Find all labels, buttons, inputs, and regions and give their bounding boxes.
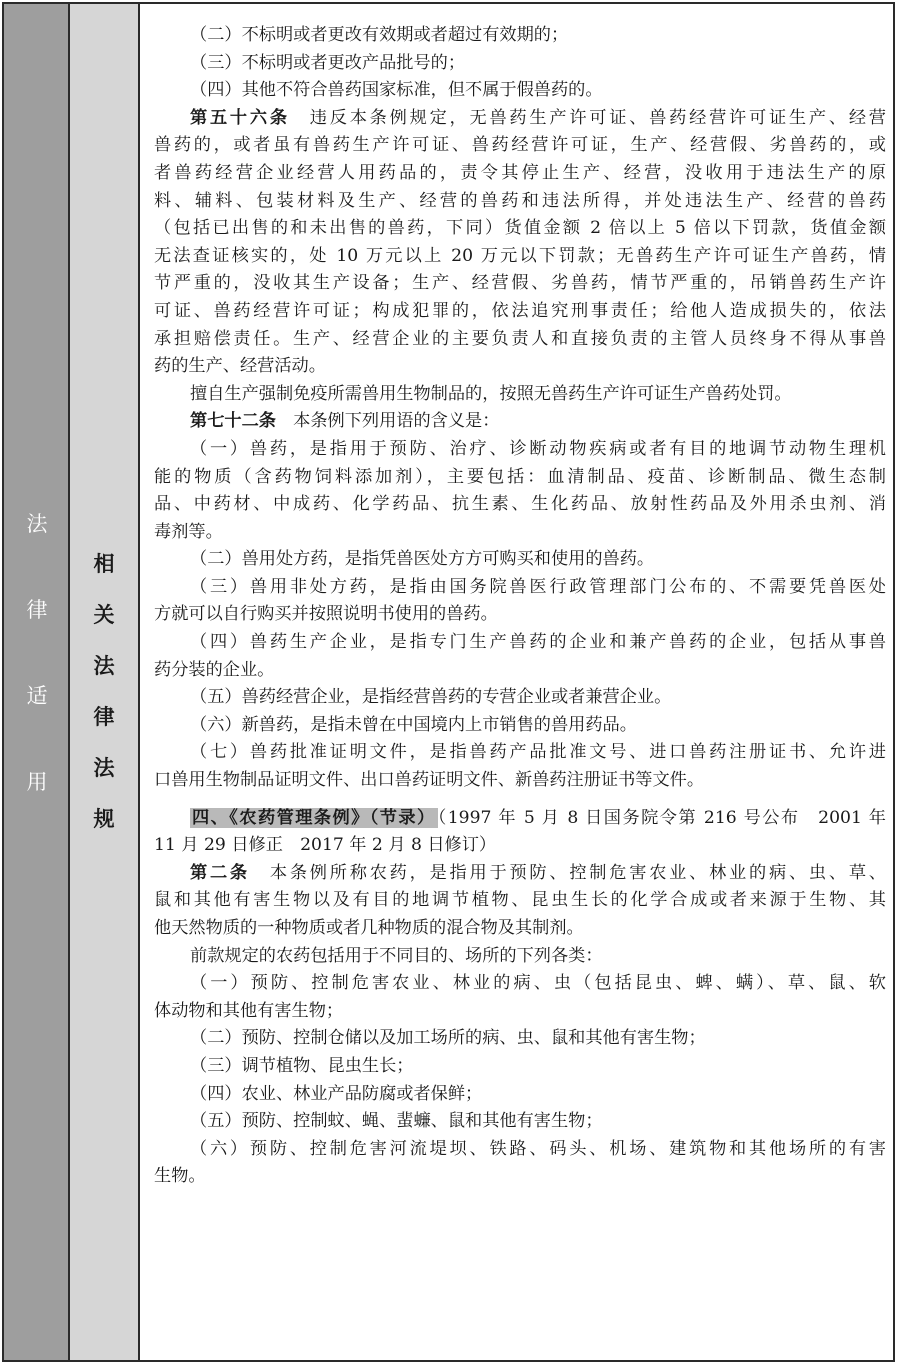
subcategory-label xyxy=(70,549,138,855)
text-line xyxy=(154,22,886,50)
section-heading: 四、《农药管理条例》（节录） xyxy=(192,807,436,828)
line-text: 者兽药经营企业经营人用药品的，责令其停止生产、经营，没收用于违法生产的原 xyxy=(154,162,886,183)
line-text: （三）调节植物、昆虫生长； xyxy=(190,1055,414,1076)
text-line xyxy=(154,739,886,767)
line-text: （七）兽药批准证明文件，是指兽药产品批准文号、进口兽药注册证书、允许进 xyxy=(190,742,886,763)
line-text: 品、中药材、中成药、化学药品、抗生素、生化药品、放射性药品及外用杀虫剂、消 xyxy=(154,494,886,515)
category-char: 适 xyxy=(26,684,48,708)
article-number: 第二条 xyxy=(190,862,250,883)
line-text: （六）预防、控制危害河流堤坝、铁路、码头、机场、建筑物和其他场所的有害 xyxy=(190,1138,886,1159)
line-text: （六）新兽药，是指未曾在中国境内上市销售的兽用药品。 xyxy=(190,714,637,735)
text-line xyxy=(154,77,886,105)
line-text: 承担赔偿责任。生产、经营企业的主要负责人和直接负责的主管人员终身不得从事兽 xyxy=(154,328,886,349)
text-line xyxy=(154,519,886,547)
text-line xyxy=(154,657,886,685)
text-line xyxy=(154,243,886,271)
line-text: 无法查证核实的，处 10 万元以上 20 万元以下罚款；无兽药生产许可证生产兽药，情 xyxy=(154,245,886,266)
text-line xyxy=(154,887,886,915)
line-text: 体动物和其他有害生物； xyxy=(154,1000,344,1021)
text-line xyxy=(154,436,886,464)
text-line xyxy=(154,1025,886,1053)
text-line xyxy=(154,353,886,381)
text-line xyxy=(154,381,886,409)
line-text: （四）农业、林业产品防腐或者保鲜； xyxy=(190,1083,483,1104)
text-line xyxy=(154,915,886,943)
text-line xyxy=(154,998,886,1026)
line-text: 口兽用生物制品证明文件、出口兽药证明文件、新兽药注册证书等文件。 xyxy=(154,770,705,791)
line-text: 料、辅料、包装材料及生产、经营的兽药和违法所得，并处违法生产、经营的兽药 xyxy=(154,190,886,211)
category-column xyxy=(4,4,70,1360)
subcategory-column xyxy=(70,4,140,1360)
line-text: （三）兽用非处方药，是指由国务院兽医行政管理部门公布的、不需要凭兽医处 xyxy=(190,576,886,597)
article-line xyxy=(154,105,886,133)
category-label xyxy=(4,509,70,853)
subcategory-char: 相 xyxy=(93,552,115,576)
text-line xyxy=(154,1136,886,1164)
line-text: 本条例下列用语的含义是： xyxy=(275,411,500,432)
line-text: 生物。 xyxy=(154,1166,206,1187)
line-text: （二）兽用处方药，是指凭兽医处方方可购买和使用的兽药。 xyxy=(190,549,655,570)
line-text: （四）兽药生产企业，是指专门生产兽药的企业和兼产兽药的企业，包括从事兽 xyxy=(190,632,886,653)
line-text: 违反本条例规定，无兽药生产许可证、兽药经营许可证生产、经营 xyxy=(289,107,886,128)
regulation-text xyxy=(154,22,886,1191)
line-text: 兽药的，或者虽有兽药生产许可证、兽药经营许可证，生产、经营假、劣兽药的，或 xyxy=(154,135,886,156)
text-line xyxy=(154,298,886,326)
text-line xyxy=(154,50,886,78)
text-line xyxy=(154,160,886,188)
section-gap xyxy=(154,795,886,805)
line-text: 11 月 29 日修正 2017 年 2 月 8 日修订） xyxy=(154,835,497,856)
article-line xyxy=(154,408,886,436)
line-text: （包括已出售的和未出售的兽药，下同）货值金额 2 倍以上 5 倍以下罚款，货值金额 xyxy=(154,218,886,239)
category-char: 律 xyxy=(26,598,48,622)
line-text: 他天然物质的一种物质或者几种物质的混合物及其制剂。 xyxy=(154,918,584,938)
subcategory-char: 规 xyxy=(93,807,115,831)
text-line xyxy=(154,943,886,971)
category-char: 用 xyxy=(26,770,48,794)
line-text: （1997 年 5 月 8 日国务院令第 216 号公布 2001 年 xyxy=(437,807,886,828)
text-line xyxy=(154,574,886,602)
line-text: 能的物质（含药物饲料添加剂），主要包括：血清制品、疫苗、诊断制品、微生态制 xyxy=(154,466,886,487)
article-number: 第七十二条 xyxy=(190,411,276,432)
subcategory-char: 律 xyxy=(93,705,115,729)
line-text: 前款规定的农药包括用于不同目的、场所的下列各类： xyxy=(190,945,603,966)
line-text: （五）兽药经营企业，是指经营兽药的专营企业或者兼营企业。 xyxy=(190,687,672,708)
line-text: 本条例所称农药，是指用于预防、控制危害农业、林业的病、虫、草、 xyxy=(249,862,886,883)
text-line xyxy=(154,326,886,354)
line-text: 可证、兽药经营许可证；构成犯罪的，依法追究刑事责任；给他人造成损失的，依法 xyxy=(154,300,886,321)
line-text: （五）预防、控制蚊、蝇、蜚蠊、鼠和其他有害生物； xyxy=(190,1111,603,1132)
text-line xyxy=(154,491,886,519)
article-line xyxy=(154,860,886,888)
line-text: 毒剂等。 xyxy=(154,521,223,542)
text-line xyxy=(154,1163,886,1191)
subcategory-char: 法 xyxy=(93,756,115,780)
text-line xyxy=(154,767,886,795)
text-line xyxy=(154,546,886,574)
line-text: （三）不标明或者更改产品批号的； xyxy=(190,52,466,73)
line-text: （四）其他不符合兽药国家标准，但不属于假兽药的。 xyxy=(190,80,603,101)
text-line xyxy=(154,684,886,712)
line-text: 鼠和其他有害生物以及有目的地调节植物、昆虫生长的化学合成或者来源于生物、其 xyxy=(154,890,886,911)
subcategory-char: 关 xyxy=(93,603,115,627)
text-line xyxy=(154,132,886,160)
line-text: （二）预防、控制仓储以及加工场所的病、虫、鼠和其他有害生物； xyxy=(190,1028,706,1049)
line-text: 药分装的企业。 xyxy=(154,659,275,680)
line-text: 节严重的，没收其生产设备；生产、经营假、劣兽药，情节严重的，吊销兽药生产许 xyxy=(154,273,886,294)
text-line xyxy=(154,464,886,492)
category-char: 法 xyxy=(26,512,48,536)
text-line xyxy=(154,188,886,216)
text-line xyxy=(154,1081,886,1109)
text-line xyxy=(154,970,886,998)
line-text: 药的生产、经营活动。 xyxy=(154,356,326,377)
line-text: （一）预防、控制危害农业、林业的病、虫（包括昆虫、蜱、螨）、草、鼠、软 xyxy=(190,973,886,994)
text-line xyxy=(154,629,886,657)
line-text: （二）不标明或者更改有效期或者超过有效期的； xyxy=(190,25,569,45)
article-number: 第五十六条 xyxy=(190,107,290,128)
subcategory-char: 法 xyxy=(93,654,115,678)
text-line xyxy=(154,215,886,243)
text-line xyxy=(154,1108,886,1136)
text-line xyxy=(154,1053,886,1081)
line-text: （一）兽药，是指用于预防、治疗、诊断动物疾病或者有目的地调节动物生理机 xyxy=(190,438,886,459)
text-line xyxy=(154,832,886,860)
line-text: 擅自生产强制免疫所需兽用生物制品的，按照无兽药生产许可证生产兽药处罚。 xyxy=(190,383,792,404)
line-text: 方就可以自行购买并按照说明书使用的兽药。 xyxy=(154,604,498,625)
section-heading-line xyxy=(154,805,886,833)
text-line xyxy=(154,712,886,740)
text-line xyxy=(154,601,886,629)
text-line xyxy=(154,270,886,298)
